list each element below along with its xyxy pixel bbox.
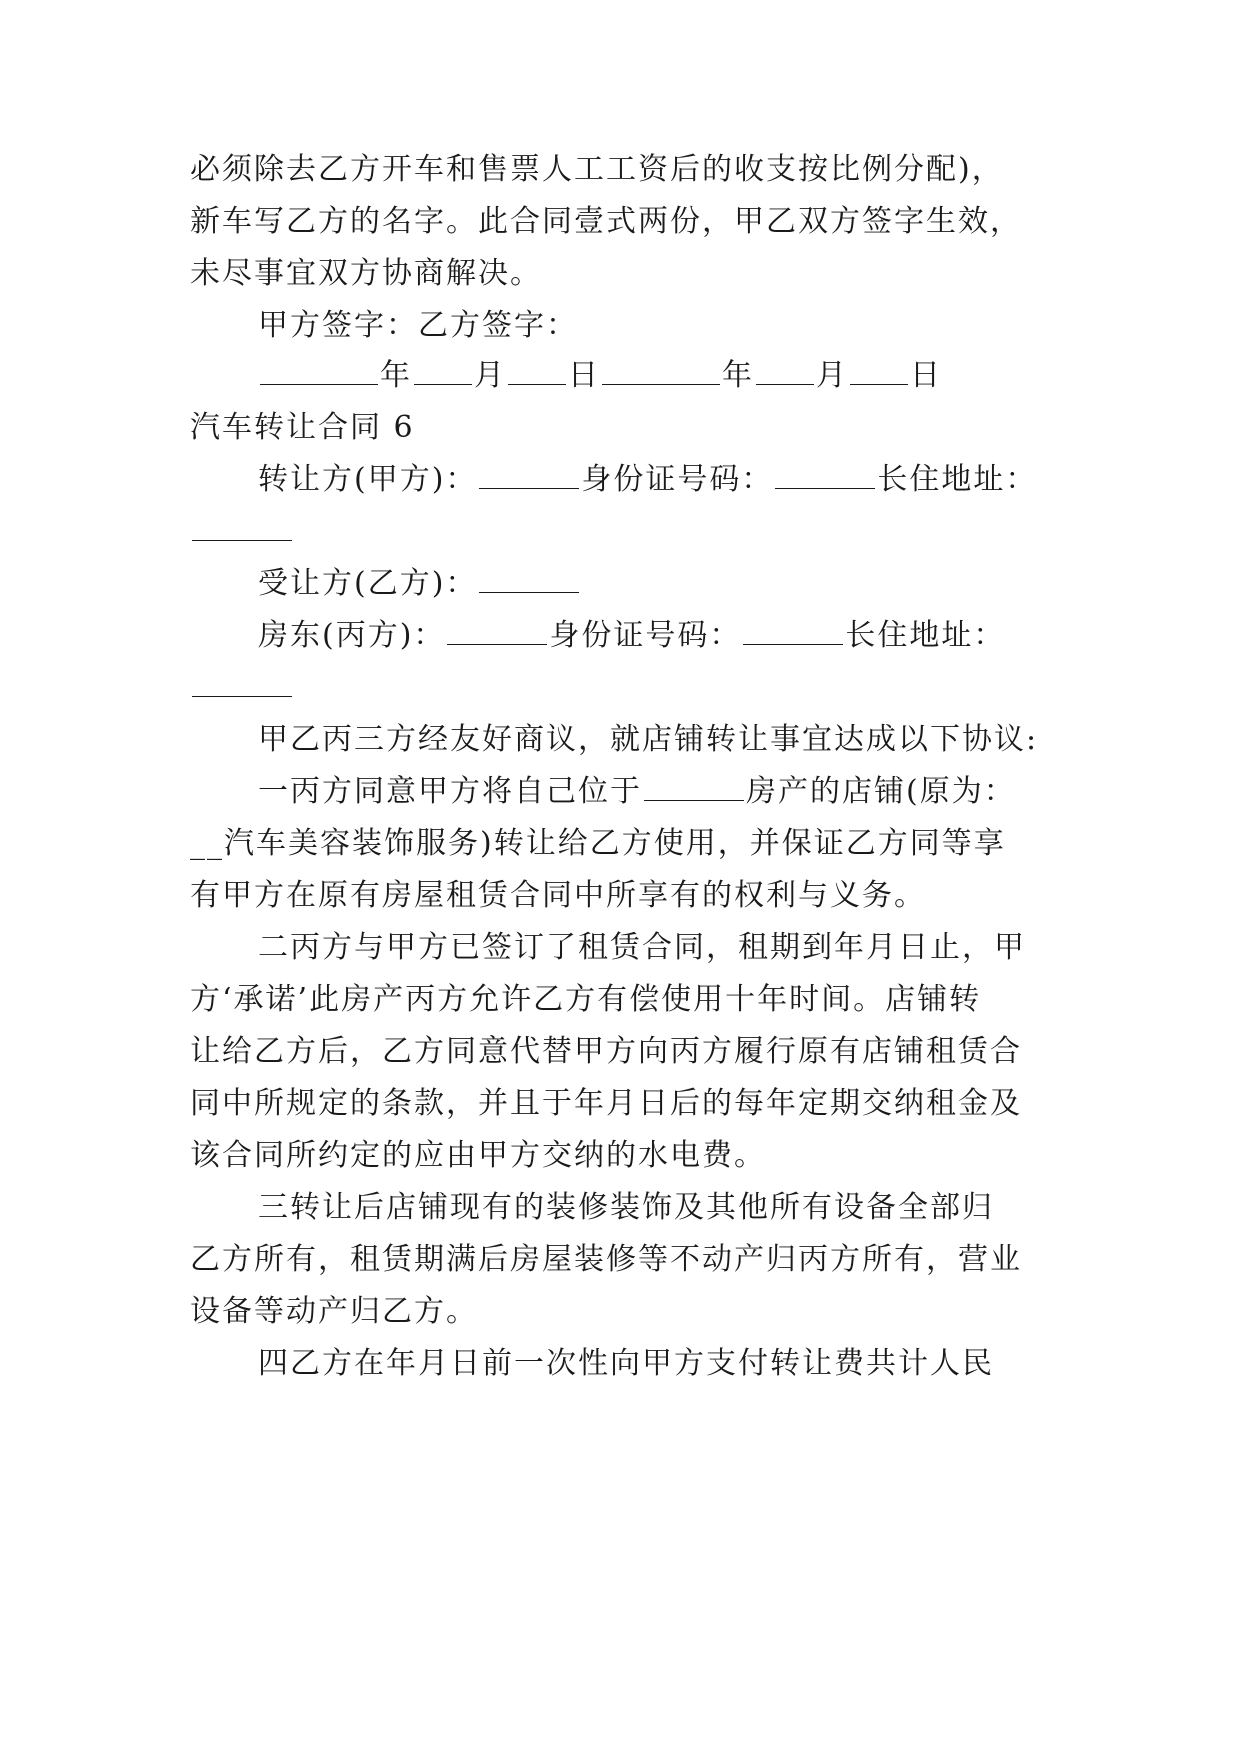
address-label: 长住地址： xyxy=(845,618,1006,653)
blank-field xyxy=(508,362,566,385)
transferor-line xyxy=(258,460,1037,500)
year-label: 年 xyxy=(380,358,412,393)
text-line: __汽车美容装饰服务)转让给乙方使用，并保证乙方同等享 xyxy=(190,826,1006,861)
text-line: 三转让后店铺现有的装修装饰及其他所有设备全部归 xyxy=(258,1190,994,1225)
transferor-label: 转让方(甲方)： xyxy=(258,462,478,497)
text-line: 乙方所有，租赁期满后房屋装修等不动产归丙方所有，营业 xyxy=(190,1242,1022,1277)
blank-field xyxy=(447,622,547,645)
blank-field xyxy=(743,622,843,645)
text-line: 同中所规定的条款，并且于年月日后的每年定期交纳租金及 xyxy=(190,1086,1022,1121)
section-title: 汽车转让合同 6 xyxy=(190,410,415,445)
blank-field xyxy=(479,570,579,593)
text-line: 新车写乙方的名字。此合同壹式两份，甲乙双方签字生效， xyxy=(190,204,1022,239)
landlord-line xyxy=(258,616,1005,656)
day-label: 日 xyxy=(568,358,600,393)
text-line: 方‘承诺’此房产丙方允许乙方有偿使用十年时间。店铺转 xyxy=(190,982,982,1017)
day-label: 日 xyxy=(910,358,942,393)
text-line: 未尽事宜双方协商解决。 xyxy=(190,256,542,291)
text-line: 该合同所约定的应由甲方交纳的水电费。 xyxy=(190,1138,766,1173)
transferee-label: 受让方(乙方)： xyxy=(258,566,478,601)
month-label: 月 xyxy=(816,358,848,393)
date-line xyxy=(258,356,942,396)
id-label: 身份证号码： xyxy=(549,618,742,653)
landlord-label: 房东(丙方)： xyxy=(258,618,446,653)
text-line: 甲乙丙三方经友好商议，就店铺转让事宜达成以下协议: xyxy=(258,722,1039,757)
blank-field xyxy=(479,466,579,489)
text-line: 四乙方在年月日前一次性向甲方支付转让费共计人民 xyxy=(258,1346,994,1381)
text-line: 二丙方与甲方已签订了租赁合同，租期到年月日止，甲 xyxy=(258,930,1026,965)
id-label: 身份证号码： xyxy=(581,462,774,497)
clause-text: 房产的店铺(原为： xyxy=(746,774,1016,809)
transferee-line xyxy=(258,564,581,604)
clause-one-line xyxy=(258,772,1016,812)
text-line: 让给乙方后，乙方同意代替甲方向丙方履行原有店铺租赁合 xyxy=(190,1034,1022,1069)
text-line: 有甲方在原有房屋租赁合同中所享有的权利与义务。 xyxy=(190,878,926,913)
signature-line: 甲方签字：乙方签字： xyxy=(258,308,578,343)
address-label: 长住地址： xyxy=(877,462,1038,497)
blank-field xyxy=(775,466,875,489)
blank-field xyxy=(260,362,378,385)
year-label: 年 xyxy=(722,358,754,393)
month-label: 月 xyxy=(474,358,506,393)
blank-field xyxy=(192,674,292,697)
blank-field xyxy=(602,362,720,385)
clause-text: 一丙方同意甲方将自己位于 xyxy=(258,774,642,809)
text-line: 设备等动产归乙方。 xyxy=(190,1294,478,1329)
blank-field xyxy=(850,362,908,385)
blank-field xyxy=(192,518,292,541)
blank-field xyxy=(756,362,814,385)
blank-field xyxy=(414,362,472,385)
blank-field xyxy=(644,778,744,801)
text-line: 必须除去乙方开车和售票人工工资后的收支按比例分配)， xyxy=(190,152,1004,187)
blank-line xyxy=(190,512,294,552)
blank-line xyxy=(190,668,294,708)
